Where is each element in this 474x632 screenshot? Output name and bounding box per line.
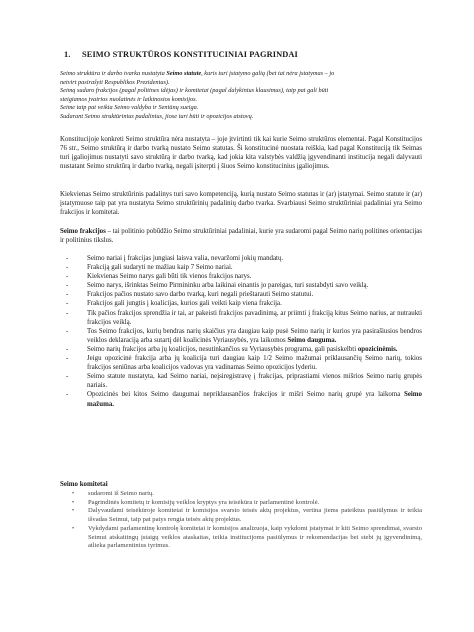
paragraph-constitution: Konstitucijoje konkreti Seimo struktūra nėra nustatyta – joje įtvirtinti tik kai kurie Seimo struktūros elementai. Pagal Konstitucijos 76 str., Seimo struktūrą ir darbo tvarką nustato Seimo statutas. Ši konstitucinė nuostata reiškia, kad pagal Konstituciją tik Seimas turi įgaliojimus nustatyti savo struktūrą ir darbo tvarką, kad jokia kita valstybės valdžią įgyvendinanti institucija negali dalyvauti nustatant Seimo struktūrą ir darbo tvarką, negali įsiterpti į šiuos Seimo konstitucinius įgaliojimus. <box>60 136 422 171</box>
paragraph-units: Kiekvienas Seimo struktūrinis padalinys turi savo kompetenciją, kurią nustato Seimo statutas ir (ar) įstatymai. Seimo statute ir (ar) įstatymuose taip pat yra nustatyta Seimo struktūrinių padalinių darbo tvarka. Svarbiausi Seimo struktūriniai padaliniai yra Seimo frakcijos ir komitetai. <box>60 191 422 217</box>
list-item <box>60 281 422 290</box>
list-item-text: Frakciją gali sudaryti ne mažiau kaip 7 Seimo nariai. <box>87 264 233 272</box>
list-item-text: sudaromi iš Seimo narių. <box>88 490 154 497</box>
list-item <box>60 327 422 345</box>
list-item <box>60 309 422 327</box>
list-item-text: Dalyvaudami teisėkūroje komitetai ir komisijos svarsto teisės aktų projektus, vertina jiems pateiktus pasiūlymus ir teikia išvadas Seimui, taip pat patys rengia teisės aktų projektus. <box>88 507 422 524</box>
committees-list <box>60 490 422 551</box>
intro-summary <box>60 70 422 122</box>
dash-marker: - <box>66 373 69 381</box>
dash-marker: - <box>66 391 69 399</box>
list-item <box>60 490 422 499</box>
bullet-marker: • <box>72 508 75 515</box>
list-item <box>60 272 422 281</box>
dash-marker: - <box>66 300 69 308</box>
list-item-emphasis: opozicinėmis. <box>357 345 398 353</box>
list-item-emphasis: Seimo dauguma. <box>287 336 337 344</box>
dash-marker: - <box>66 264 69 272</box>
intro-line: Seimą sudaro frakcijos (pagal politines idėjas) ir komitetai (pagal dalykinius klausimus), taip pat gali būti <box>60 87 329 95</box>
list-item-text: Jeigu opozicinė frakcija arba jų koalicija turi daugiau kaip 1/2 Seimo mažumai priklausančių Seimo narių, tokios frakcijos seniūnas arba koalicijos vadovas yra vadinamas Seimo opozicijos lyderiu. <box>87 355 422 372</box>
bullet-marker: • <box>72 491 75 497</box>
fractions-list <box>60 254 422 409</box>
statute-term: Seimo statute <box>166 70 202 77</box>
list-item-text: Frakcijos pačios nustato savo darbo tvarką, kuri negali prieštarauti Seimo statutui. <box>87 291 314 299</box>
dash-marker: - <box>66 282 69 290</box>
dash-marker: - <box>66 355 69 363</box>
dash-marker: - <box>66 327 69 335</box>
list-item <box>60 299 422 308</box>
list-item <box>60 390 422 408</box>
list-item <box>60 263 422 272</box>
paragraph-fractions: Seimo frakcijos – tai politinio pobūdžio Seimo struktūriniai padaliniai, kurie yra sudaromi pagal Seimo narių politines orientacijas ir politinius tikslus. <box>60 228 422 245</box>
list-item <box>60 499 422 508</box>
list-item-text: Opozicinės bei kitos Seimo daugumai nepriklausančios frakcijos ir mišri Seimo narių grupė yra laikoma <box>87 391 404 399</box>
list-item-text: Seimo narių frakcijos arba jų koalicijos, nesutinkančios su Vyriausybės programa, gali pasiskelbti <box>87 345 358 353</box>
section-title <box>64 50 298 59</box>
list-item-text: Seimo narys, išrinktas Seimo Pirmininku arba laikinai einantis jo pareigas, turi sustabdyti savo veiklą. <box>87 282 369 290</box>
list-item-text: Tik pačios frakcijos sprendžia ir tai, ar pakeisti frakcijos pavadinimą, ar priimti į frakciją kitus Seimo narius, ar nutraukti frakcijos veiklą. <box>87 309 422 326</box>
fractions-term: Seimo frakcijos <box>60 228 106 235</box>
bullet-marker: • <box>72 525 75 532</box>
list-item <box>60 254 422 263</box>
list-item <box>60 372 422 390</box>
section-title-text: SEIMO STRUKTŪROS KONSTITUCINIAI PAGRINDAI <box>82 50 298 59</box>
list-item <box>60 507 422 524</box>
dash-marker: - <box>66 309 69 317</box>
intro-line: netvirt pasirašyti Respublikos Prezidentas). <box>60 78 170 86</box>
list-item-text: Seimo statute nustatyta, kad Seimo nariai, neįsiregistravę į frakcijas, priprastiami vienos mišrios Seimo narių grupės nariais. <box>87 373 422 390</box>
section-number: 1. <box>64 50 71 59</box>
committees-heading: Seimo komitetai <box>60 481 108 488</box>
dash-marker: - <box>66 291 69 299</box>
intro-line: Seime taip pat veikia Seimo valdyba ir Seniūnų sueiga. <box>60 104 199 112</box>
dash-marker: - <box>66 345 69 353</box>
intro-line: Seimo struktūra ir darbo tvarka nustatyta Seimo statute, kuris turi įstatymo galią (bet tai nėra įstatymas – jo <box>60 70 335 77</box>
list-item-text: Vykdydami parlamentinę kontrolę komitetai ir komisijos analizuoja, kaip vykdomi įstatymai ir kiti Seimo sprendimai, svarsto Seimui atskaitingų įstaigų veiklos ataskaitas, teikia institucijoms pasiūlymus ir rekomendacijas bei stebi jų įgyvendinimą, atlieka parlamentinius tyrimus. <box>88 524 422 550</box>
intro-line: Sudarant Seimo struktūrinius padalinius, jiose turi būti ir opozicijos atstovų. <box>60 112 254 120</box>
list-item-text: Tos Seimo frakcijos, kurių bendras narių skaičius yra daugiau kaip pusė Seimo narių ir kurios yra pasirašiusios bendros veiklos deklaraciją arba sutartį dėl koalicinės Vyriausybės, yra laikomos <box>87 327 422 344</box>
list-item <box>60 345 422 354</box>
list-item <box>60 354 422 372</box>
dash-marker: - <box>66 255 69 262</box>
list-item-text: Frakcijos gali jungtis į koalicijas, kurios gali veikti kaip viena frakcija. <box>87 300 282 308</box>
list-item-text: Pagrindinės komitetų ir komisijų veiklos kryptys yra teisėkūra ir parlamentinė kontrolė. <box>88 498 320 506</box>
dash-marker: - <box>66 273 69 281</box>
list-item <box>60 290 422 299</box>
list-item-text: Kiekvienas Seimo narys gali būti tik vienos frakcijos narys. <box>87 273 252 281</box>
intro-line: steigiamos įvairios nuolatinės ir laikinosios komisijos. <box>60 95 198 103</box>
list-item-emphasis: Seimo mažuma. <box>87 391 422 408</box>
bullet-marker: • <box>72 499 75 506</box>
list-item-text: Seimo nariai į frakcijas jungiasi laisva valia, nevaržomi jokių mandatų. <box>87 255 284 262</box>
list-item <box>60 525 422 551</box>
